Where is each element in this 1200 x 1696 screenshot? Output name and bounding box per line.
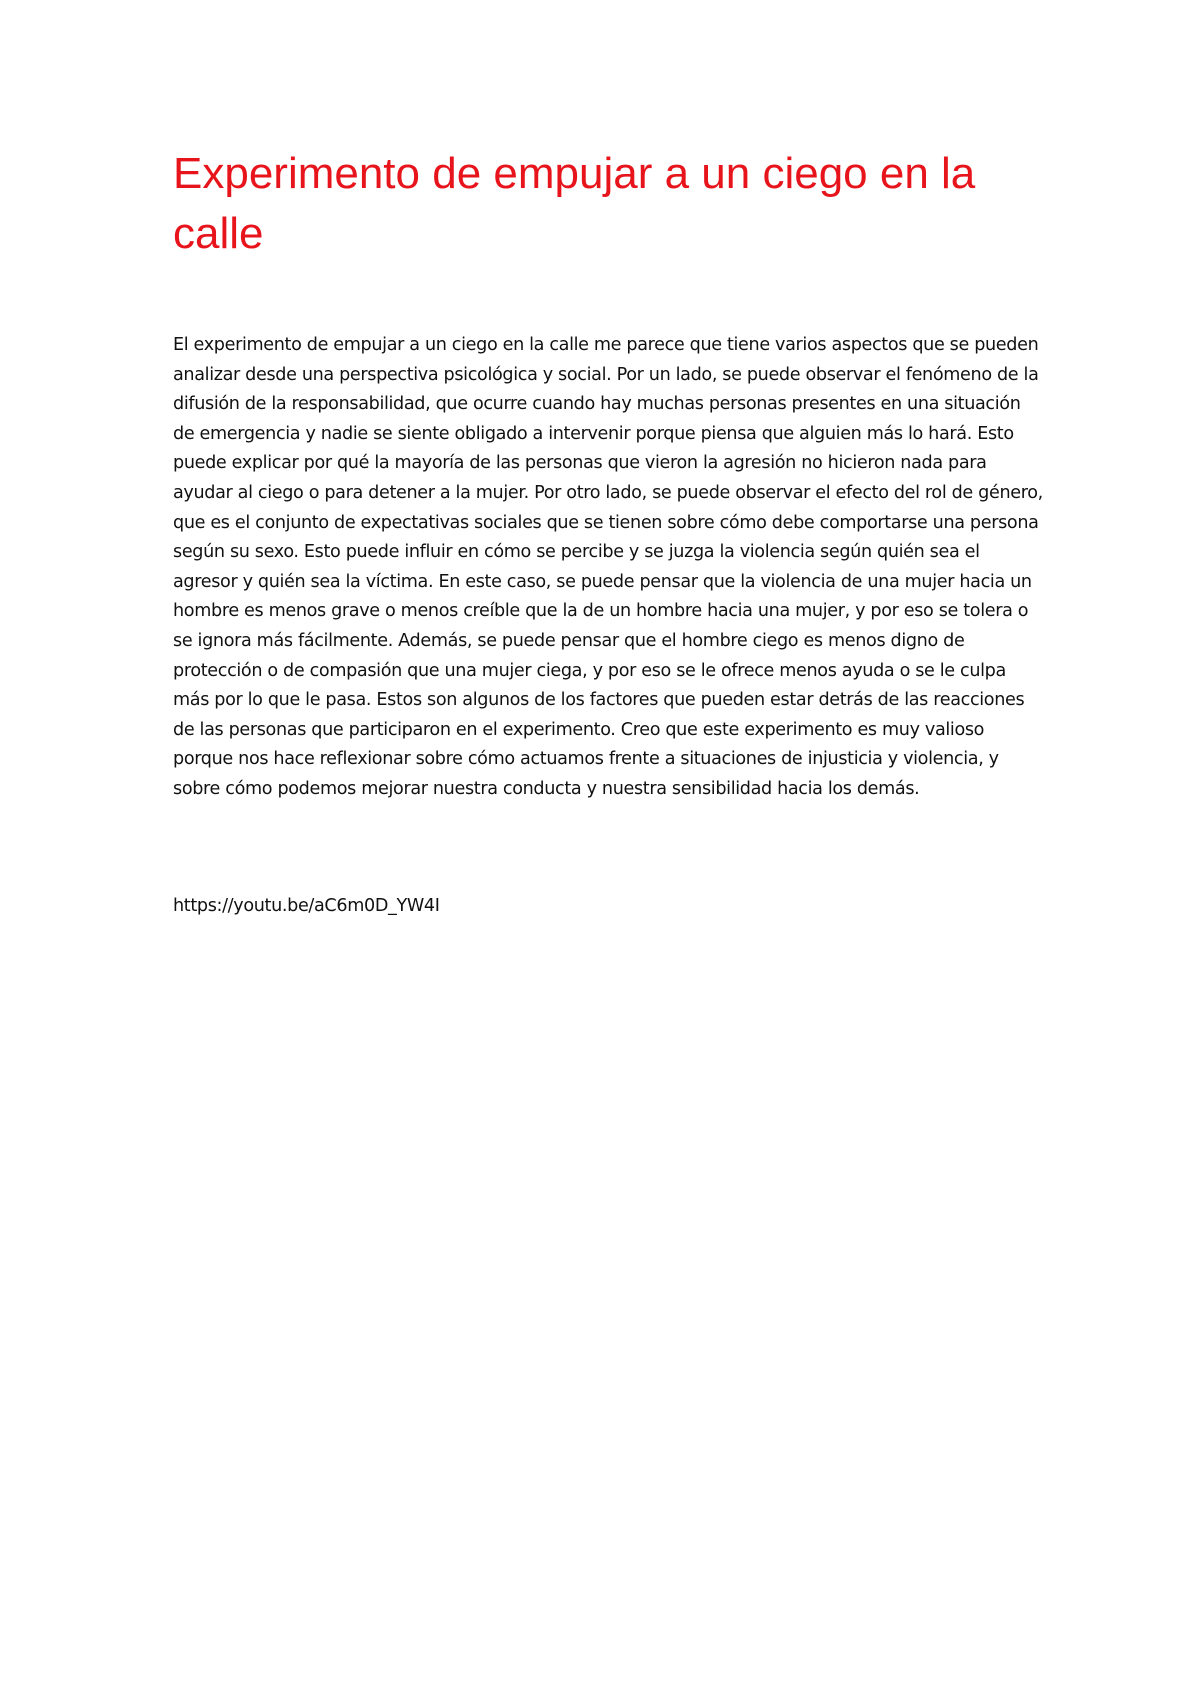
body-paragraph: El experimento de empujar a un ciego en la calle me parece que tiene varios aspectos que se pueden analizar desde una perspectiva psicológica y social. Por un lado, se puede observar el fenómeno de la difusión de la responsabilidad, que ocurre cuando hay muchas personas presentes en una situación de emergencia y nadie se siente obligado a intervenir porque piensa que alguien más lo hará. Esto puede explicar por qué la mayoría de las personas que vieron la agresión no hicieron nada para ayudar al ciego o para detener a la mujer. Por otro lado, se puede observar el efecto del rol de género, que es el conjunto de expectativas sociales que se tienen sobre cómo debe comportarse una persona según su sexo. Esto puede influir en cómo se percibe y se juzga la violencia según quién sea el agresor y quién sea la víctima. En este caso, se puede pensar que la violencia de una mujer hacia un hombre es menos grave o menos creíble que la de un hombre hacia una mujer, y por eso se tolera o se ignora más fácilmente. Además, se puede pensar que el hombre ciego es menos digno de protección o de compasión que una mujer ciega, y por eso se le ofrece menos ayuda o se le culpa más por lo que le pasa. Estos son algunos de los factores que pueden estar detrás de las reacciones de las personas que participaron en el experimento. Creo que este experimento es muy valioso porque nos hace reflexionar sobre cómo actuamos frente a situaciones de injusticia y violencia, y sobre cómo podemos mejorar nuestra conducta y nuestra sensibilidad hacia los demás. (173, 335, 1043, 799)
video-link[interactable]: https://youtu.be/aC6m0D_YW4I (173, 896, 440, 916)
document-title: Experimento de empujar a un ciego en la calle (173, 149, 976, 258)
